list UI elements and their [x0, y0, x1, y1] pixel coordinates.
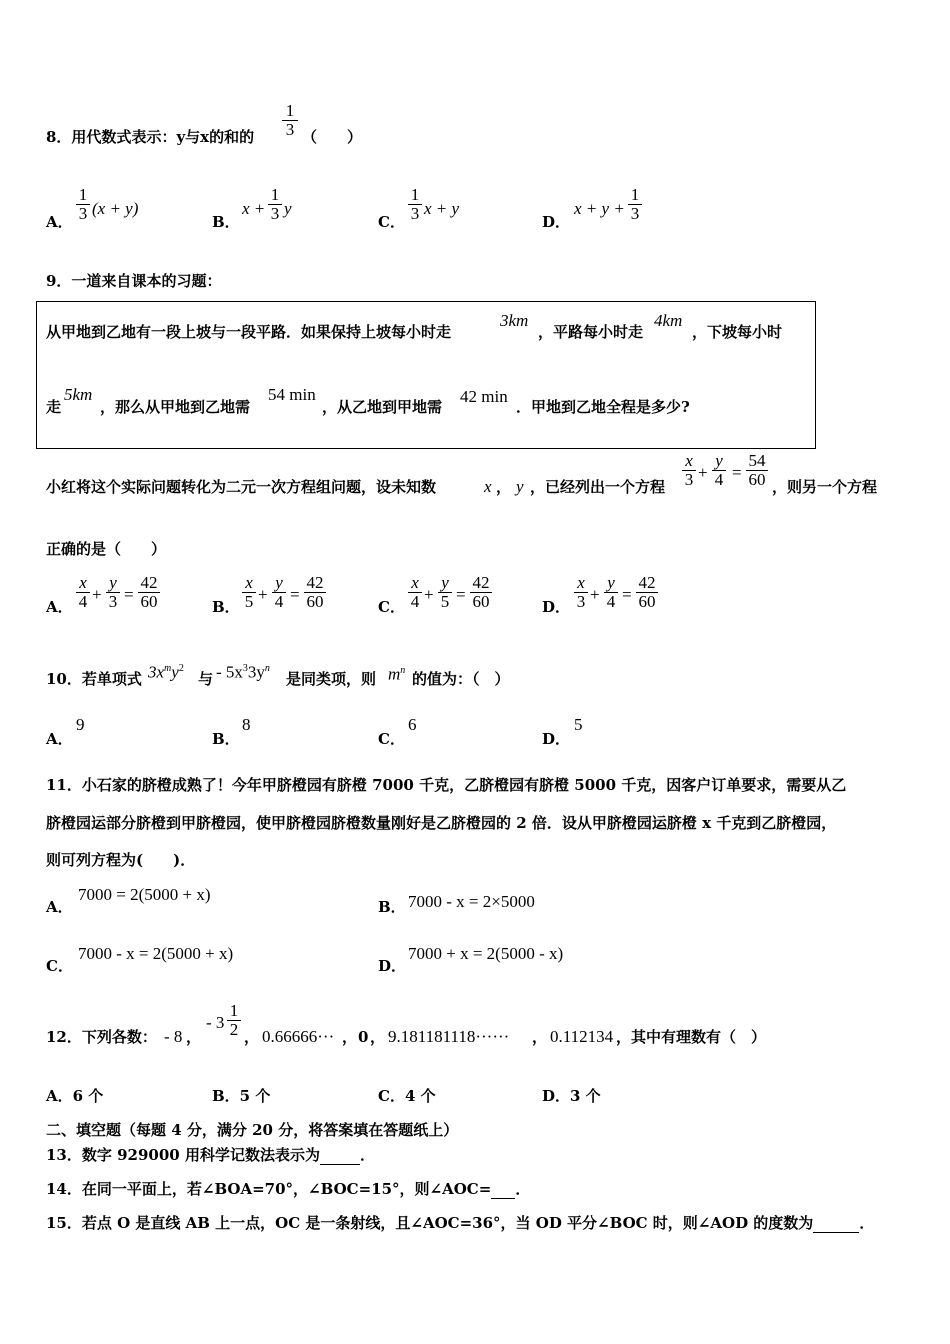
q8-option-b-math: y: [284, 199, 292, 218]
q9-time-ab: 54 min: [268, 385, 316, 404]
q9-option-b-x: $\frac{x}{5}$: [242, 574, 256, 611]
q9-option-d-label[interactable]: D．: [542, 598, 571, 616]
q10-option-d-label[interactable]: D．: [542, 730, 571, 748]
q9-comma: ，: [496, 478, 512, 496]
q12-sep-3: ，: [342, 1028, 358, 1046]
q10-option-d-value: 5: [574, 715, 583, 734]
q9-eq-rhs-fraction: $\frac{54}{60}$: [746, 452, 768, 489]
q10-option-b-value: 8: [242, 715, 251, 734]
q9-option-c-y: $\frac{y}{5}$: [438, 574, 452, 611]
q9-line3-a: 小红将这个实际问题转化为二元一次方程组问题，设未知数: [46, 478, 437, 496]
q8-option-b-label[interactable]: B．: [212, 213, 240, 231]
q9-option-a-x: $\frac{x}{4}$: [76, 574, 90, 611]
plus-sign: +: [258, 585, 268, 604]
q9-option-a-y: $\frac{y}{3}$: [106, 574, 120, 611]
q10-option-c-value: 6: [408, 715, 417, 734]
section-2-heading: 二、填空题（每题 4 分，满分 20 分，将答案填在答题纸上）: [46, 1121, 459, 1139]
q12-num-2-whole: - 3: [206, 1013, 225, 1032]
q9-speed-down: 5km: [64, 385, 93, 404]
q10-stem: 10．若单项式: [46, 670, 142, 688]
q9-box-line2-b: ，那么从甲地到乙地需: [100, 398, 251, 416]
q12-num-3: 0.66666···: [262, 1027, 335, 1046]
q11-option-b-math: 7000 - x = 2×5000: [408, 892, 535, 911]
q12-tail: ，其中有理数有（ ）: [616, 1028, 767, 1046]
q9-option-c-label[interactable]: C．: [378, 598, 405, 616]
q8-option-c-math: x + y: [424, 199, 460, 218]
q12-num-1: - 8: [164, 1027, 183, 1046]
q10-option-a-value: 9: [76, 715, 85, 734]
equals-sign: =: [290, 585, 300, 604]
q10-option-c-label[interactable]: C．: [378, 730, 405, 748]
q12-sep-2: ，: [244, 1028, 260, 1046]
q14: 14．在同一平面上，若∠BOA=70°，∠BOC=15°，则∠AOC= ．: [46, 1180, 531, 1198]
q9-box-line2-c: ，从乙地到甲地需: [322, 398, 443, 416]
q9-speed-up: 3km: [500, 311, 529, 330]
q11-option-a-math: 7000 = 2(5000 + x): [78, 885, 211, 904]
plus-sign: +: [424, 585, 434, 604]
q9-option-d-y: $\frac{y}{4}$: [604, 574, 618, 611]
q9-box-line1-c: ，下坡每小时: [692, 323, 783, 341]
q9-option-b-y: $\frac{y}{4}$: [272, 574, 286, 611]
q10-option-a-label[interactable]: A．: [46, 730, 73, 748]
q12-sep-4: ，: [370, 1028, 386, 1046]
equals-sign: =: [622, 585, 632, 604]
q8-answer-paren: （ ）: [302, 128, 363, 146]
q11-line3: 则可列方程为( )．: [46, 851, 196, 869]
q12-num-2-fraction: $\frac{1}{2}$: [227, 1002, 241, 1039]
q10-tail: 的值为：（ ）: [412, 670, 510, 688]
q9-stem: 9．一道来自课本的习题：: [46, 272, 222, 290]
q12-num-4: 0: [358, 1028, 369, 1046]
equals-sign: =: [124, 585, 134, 604]
q11-option-c-math: 7000 - x = 2(5000 + x): [78, 944, 234, 963]
q8-fraction: $\frac{1}{3}$: [282, 102, 298, 139]
q9-var-y: y: [516, 477, 524, 496]
q11-line1: 11．小石家的脐橙成熟了！今年甲脐橙园有脐橙 7000 千克，乙脐橙园有脐橙 5000 千克，因客户订单要求，需要从乙: [46, 776, 847, 794]
equals-sign: =: [456, 585, 466, 604]
q12-num-5: 9.181181118······: [388, 1027, 510, 1046]
q9-box-line2-d: ．甲地到乙地全程是多少?: [516, 398, 690, 416]
q9-option-d-x: $\frac{x}{3}$: [574, 574, 588, 611]
q12-sep-1: ，: [186, 1028, 202, 1046]
q10-term1: $3x^my^2$: [148, 662, 184, 682]
q9-eq-y-fraction: $\frac{y}{4}$: [712, 452, 726, 489]
q15: 15．若点 O 是直线 AB 上一点，OC 是一条射线，且∠AOC=36°，当 OD 平分∠BOC 时，则∠AOD 的度数为 ．: [46, 1214, 875, 1232]
q13: 13．数字 929000 用科学记数法表示为 ．: [46, 1146, 375, 1164]
q12-option-c[interactable]: C．4 个: [378, 1087, 436, 1105]
q12-option-a[interactable]: A．6 个: [46, 1087, 104, 1105]
q9-box-line1-b: ，平路每小时走: [538, 323, 644, 341]
q9-option-a-label[interactable]: A．: [46, 598, 73, 616]
q12-sep-5: ，: [532, 1028, 548, 1046]
q8-option-b-pre: x +: [242, 199, 266, 218]
q8-option-a-math: (x + y): [92, 199, 139, 218]
plus-sign: +: [590, 585, 600, 604]
q8-stem: 8．用代数式表示：y与x的和的: [46, 128, 255, 146]
q9-eq-plus: +: [698, 463, 708, 482]
q11-option-c-label[interactable]: C．: [46, 957, 73, 975]
q8-option-c-fraction: $\frac{1}{3}$: [408, 186, 422, 223]
q10-term2: - $5x^33y^n$: [216, 662, 270, 682]
q8-option-d-pre: x + y +: [574, 199, 625, 218]
q9-eq-x-fraction: $\frac{x}{3}$: [682, 452, 696, 489]
q11-line2: 脐橙园运部分脐橙到甲脐橙园，使甲脐橙园脐橙数量刚好是乙脐橙园的 2 倍．设从甲脐橙园运脐橙 x 千克到乙脐橙园，: [46, 814, 837, 832]
q10-mid: 是同类项，则: [286, 670, 377, 688]
q9-option-a-rhs: $\frac{42}{60}$: [138, 574, 160, 611]
q8-option-b-fraction: $\frac{1}{3}$: [268, 186, 282, 223]
q13-answer-blank[interactable]: [320, 1146, 360, 1165]
q10-option-b-label[interactable]: B．: [212, 730, 240, 748]
q10-yu: 与: [198, 670, 214, 688]
q8-option-d-label[interactable]: D．: [542, 213, 571, 231]
q8-option-c-label[interactable]: C．: [378, 213, 405, 231]
q8-option-a-label[interactable]: A．: [46, 213, 73, 231]
q10-mn: $m^n$: [388, 664, 406, 684]
q9-line3-c: ，则另一个方程: [772, 478, 878, 496]
q11-option-d-label[interactable]: D．: [378, 957, 407, 975]
q9-eq-equals: =: [732, 463, 742, 482]
q9-line4: 正确的是（ ）: [46, 540, 167, 558]
q9-speed-flat: 4km: [654, 311, 683, 330]
q12-option-b[interactable]: B．5 个: [212, 1087, 271, 1105]
plus-sign: +: [92, 585, 102, 604]
q11-option-b-label[interactable]: B．: [378, 898, 406, 916]
q8-option-d-fraction: $\frac{1}{3}$: [628, 186, 642, 223]
q11-option-a-label[interactable]: A．: [46, 898, 73, 916]
q9-option-c-x: $\frac{x}{4}$: [408, 574, 422, 611]
q9-time-ba: 42 min: [460, 387, 508, 406]
q15-answer-blank[interactable]: [813, 1214, 859, 1233]
q11-option-d-math: 7000 + x = 2(5000 - x): [408, 944, 564, 963]
q12-option-d[interactable]: D．3 个: [542, 1087, 601, 1105]
q9-option-c-rhs: $\frac{42}{60}$: [470, 574, 492, 611]
q12-num-6: 0.112134: [550, 1027, 614, 1046]
q9-option-b-rhs: $\frac{42}{60}$: [304, 574, 326, 611]
q9-box-line1-a: 从甲地到乙地有一段上坡与一段平路．如果保持上坡每小时走: [46, 323, 452, 341]
q12-stem: 12．下列各数：: [46, 1028, 157, 1046]
q9-option-b-label[interactable]: B．: [212, 598, 240, 616]
q14-answer-blank[interactable]: [491, 1180, 515, 1199]
q9-line3-b: ，已经列出一个方程: [530, 478, 666, 496]
q9-var-x: x: [484, 477, 492, 496]
q8-option-a-fraction: $\frac{1}{3}$: [76, 186, 90, 223]
q9-box-line2-a: 走: [46, 398, 62, 416]
q9-option-d-rhs: $\frac{42}{60}$: [636, 574, 658, 611]
